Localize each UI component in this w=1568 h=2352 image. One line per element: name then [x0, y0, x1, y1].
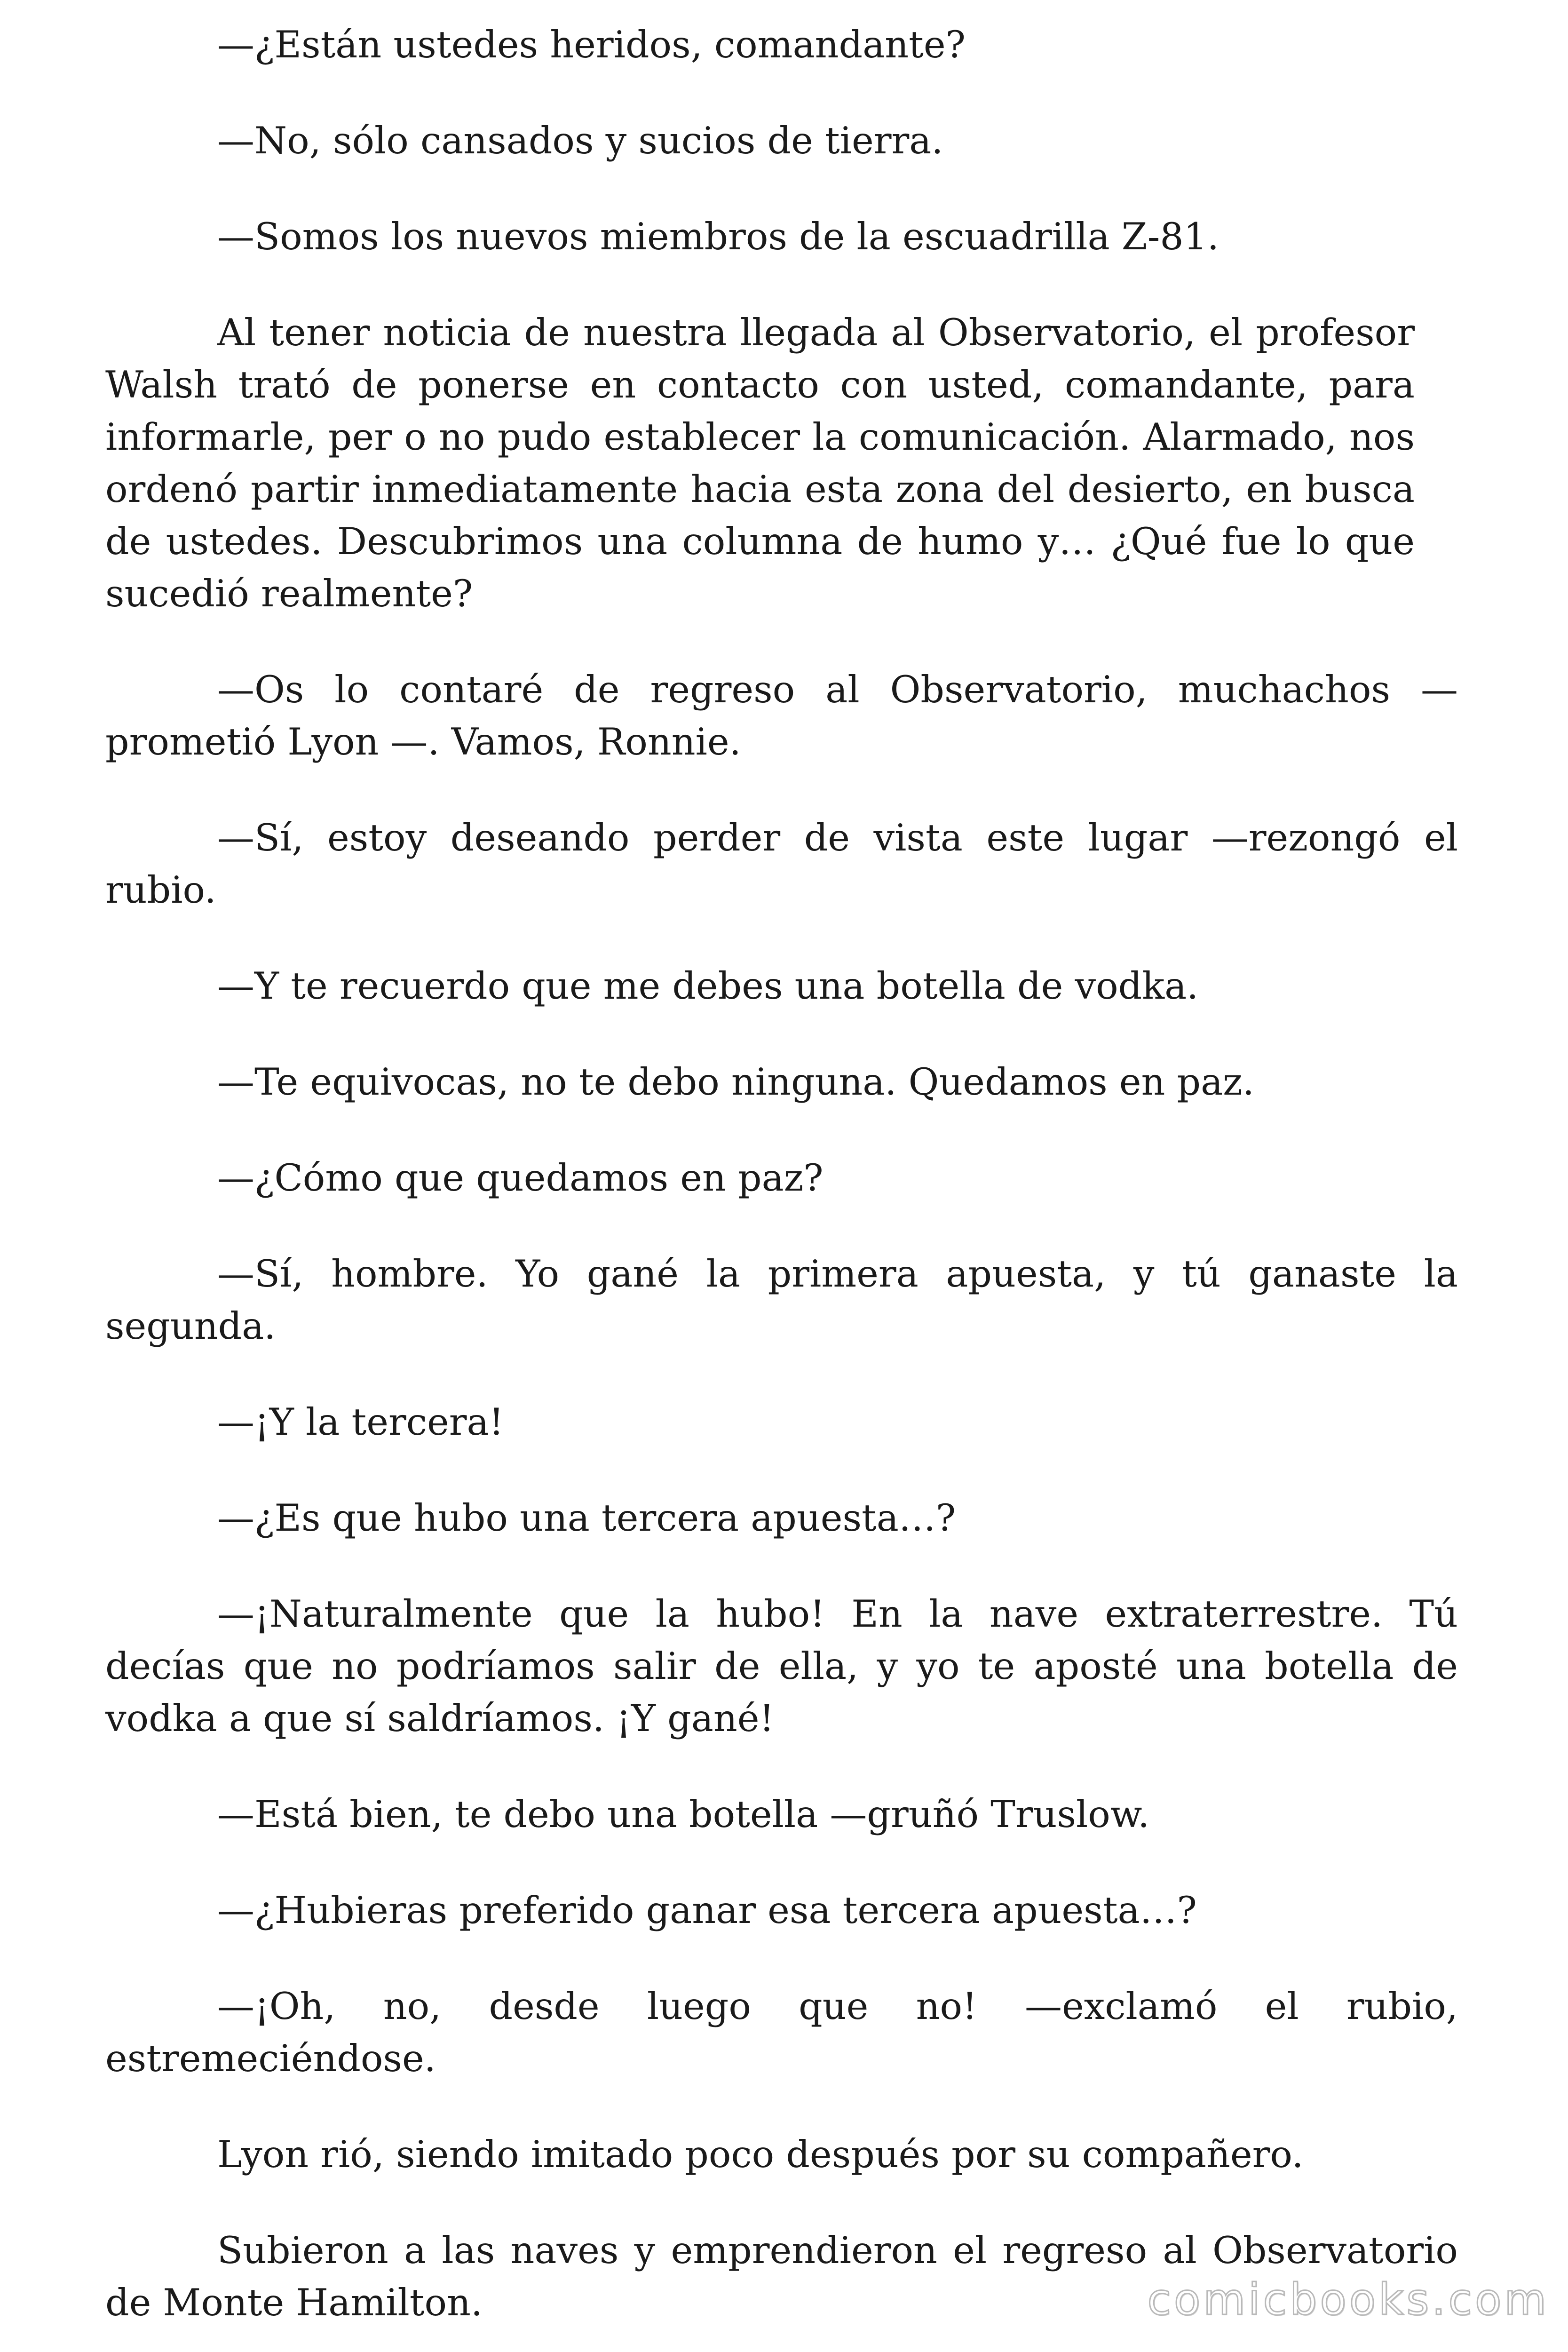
paragraph-17: Lyon rió, siendo imitado poco después por su compañero.: [217, 2133, 1304, 2176]
paragraph-16: —¡Oh, no, desde luego que no! —exclamó el rubio, estremeciéndose.: [105, 1985, 1458, 2080]
page-text: [105, 19, 1458, 2352]
watermark: comicbooks.com: [1147, 2274, 1549, 2325]
paragraph-14: —Está bien, te debo una botella —gruñó Truslow.: [217, 1793, 1150, 1836]
paragraph-12: —¿Es que hubo una tercera apuesta…?: [217, 1496, 956, 1540]
paragraph-13: —¡Naturalmente que la hubo! En la nave extraterrestre. Tú decías que no podríamos salir de ella, y yo te aposté una botella de vodka a que sí saldríamos. ¡Y gané!: [105, 1592, 1458, 1740]
paragraph-8: —Te equivocas, no te debo ninguna. Quedamos en paz.: [217, 1060, 1254, 1104]
paragraph-10: —Sí, hombre. Yo gané la primera apuesta, y tú ganaste la segunda.: [105, 1252, 1458, 1348]
paragraph-6: —Sí, estoy deseando perder de vista este lugar —rezongó el rubio.: [105, 816, 1458, 912]
paragraph-5: —Os lo contaré de regreso al Observatorio, muchachos —prometió Lyon —. Vamos, Ronnie.: [105, 668, 1458, 763]
paragraph-4: Al tener noticia de nuestra llegada al Observatorio, el profesor Walsh trató de ponerse en contacto con usted, comandante, para informarle, per o no pudo establecer la comunicación. Alarmado, nos ordenó partir inmediatamente hacia esta zona del desierto, en busca de ustedes. Descubrimos una columna de humo y… ¿Qué fue lo que sucedió realmente?: [105, 311, 1415, 615]
paragraph-1: —¿Están ustedes heridos, comandante?: [217, 23, 966, 66]
paragraph-9: —¿Cómo que quedamos en paz?: [217, 1156, 824, 1200]
paragraph-3: —Somos los nuevos miembros de la escuadrilla Z-81.: [217, 215, 1220, 258]
paragraph-7: —Y te recuerdo que me debes una botella de vodka.: [217, 964, 1199, 1008]
paragraph-15: —¿Hubieras preferido ganar esa tercera apuesta…?: [217, 1889, 1197, 1932]
paragraph-2: —No, sólo cansados y sucios de tierra.: [217, 119, 943, 162]
paragraph-18: Subieron a las naves y emprendieron el regreso al Observatorio de Monte Hamilton.: [105, 2229, 1458, 2324]
paragraph-11: —¡Y la tercera!: [217, 1400, 504, 1444]
